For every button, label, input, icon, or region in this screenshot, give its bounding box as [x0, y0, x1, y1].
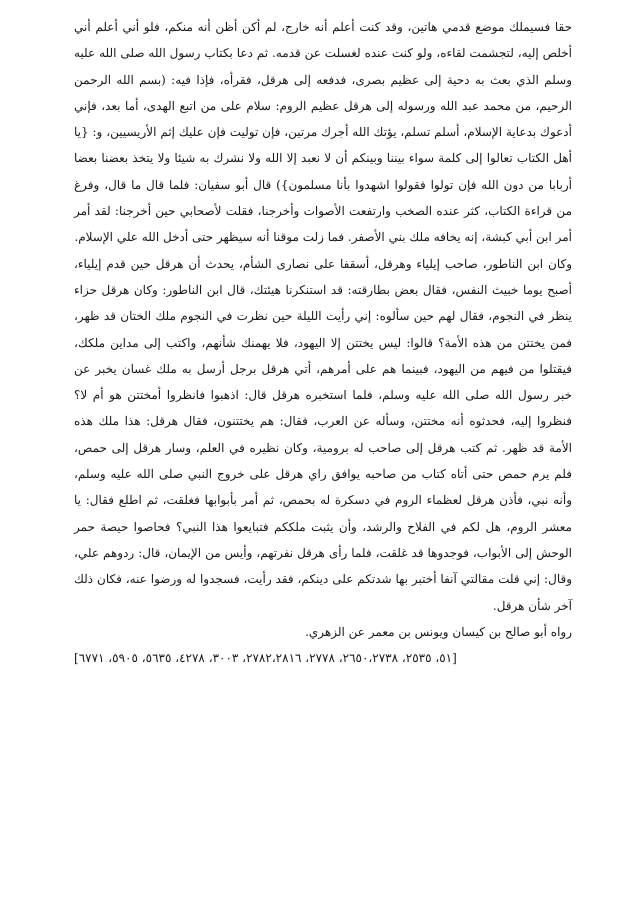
hadith-paragraph-1: حقا فسيملك موضع قدمي هاتين، وقد كنت أعلم أنه خارج، لم أكن أظن أنه منكم، فلو أني أعلم أني أخلص إليه، لتجشمت لقاءه، ولو كنت عنده لغسلت عن قدمه. ثم دعا بكتاب رسول الله صلى الله عليه وسلم الذي بعث به دحية إلى عظيم بصرى، فدفعه إلى هرقل، فقرأه، فإذا فيه: (بسم الله الرحمن الرحيم، من محمد عبد الله ورسوله إلى هرقل عظيم الروم: سلام على من اتبع الهدى، أما بعد، فإني أدعوك بدعاية الإسلام، أسلم تسلم، يؤتك الله أجرك مرتين، فإن توليت فإن عليك إثم الأريسيين، و: {يا أهل الكتاب تعالوا إلى كلمة سواء بيننا وبينكم أن لا نعبد إلا الله ولا نشرك به شيئا ولا يتخذ بعضنا بعضا أربابا من دون الله فإن تولوا فقولوا اشهدوا بأنا مسلمون}) قال أبو سفيان: فلما قال ما قال، وفرغ من قراءة الكتاب، كثر عنده الصخب وارتفعت الأصوات وأخرجنا، فقلت لأصحابي حين أخرجنا: لقد أمر أمر ابن أبي كبشة، إنه يخافه ملك بني الأصفر. فما زلت موقنا أنه سيظهر حتى أدخل الله علي الإسلام.	[74, 20, 572, 245]
narrators-line: رواه أبو صالح بن كيسان ويونس بن معمر عن الزهري.	[305, 624, 572, 639]
document-page	[74, 14, 572, 671]
hadith-paragraph-2: وكان ابن الناطور، صاحب إيلياء وهرقل، أسقفا على نصارى الشأم، يحدث أن هرقل حين قدم إيلياء، أصبح يوما خبيث النفس، فقال بعض بطارقته: قد استنكرنا هيئتك، قال ابن الناطور: وكان هرقل حزاء ينظر في النجوم، فقال لهم حين سألوه: إني رأيت الليلة حين نظرت في النجوم ملك الختان قد ظهر، فمن يختتن من هذه الأمة؟ قالوا: ليس يختتن إلا اليهود، فلا يهمنك شأنهم، واكتب إلى مداين ملكك، فيقتلوا من فيهم من اليهود، فبينما هم على أمرهم، أتي هرقل برجل أرسل به ملك غسان يخبر عن خبر رسول الله صلى الله عليه وسلم، فلما استخبره هرقل قال: اذهبوا فانظروا أمختتن هو أم لا؟ فنظروا إليه، فحدثوه أنه مختتن، وسأله عن العرب، فقال: هم يختتنون، فقال هرقل: هذا ملك هذه الأمة قد ظهر. ثم كتب هرقل إلى صاحب له برومية، وكان نظيره في العلم، وسار هرقل إلى حمص، فلم يرم حمص حتى أتاه كتاب من صاحبه يوافق راي هرقل على خروج النبي صلى الله عليه وسلم، وأنه نبي، فأذن هرقل لعظماء الروم في دسكرة له بحمص، ثم أمر بأبوابها فغلقت، ثم اطلع فقال: يا معشر الروم، هل لكم في الفلاح والرشد، وأن يثبت ملككم فتبايعوا هذا النبي؟ فحاصوا حيصة حمر الوحش إلى الأبواب، فوجدوها قد غلقت، فلما رأى هرقل نفرتهم، وأيس من الإيمان، قال: ردوهم علي، وقال: إني قلت مقالتي آنفا أختبر بها شدتكم على دينكم، فقد رأيت، فسجدوا له ورضوا عنه، فكان ذلك آخر شأن هرقل.	[74, 256, 573, 613]
references-line: [٥١، ٢٥٣٥، ٢٦٥٠،٢٧٣٨، ٢٧٧٨، ٢٧٨٢،٢٨١٦، ٣٠٠٣، ٤٢٧٨، ٥٦٣٥، ٥٩٠٥، ٦٧٧١]	[74, 651, 457, 666]
